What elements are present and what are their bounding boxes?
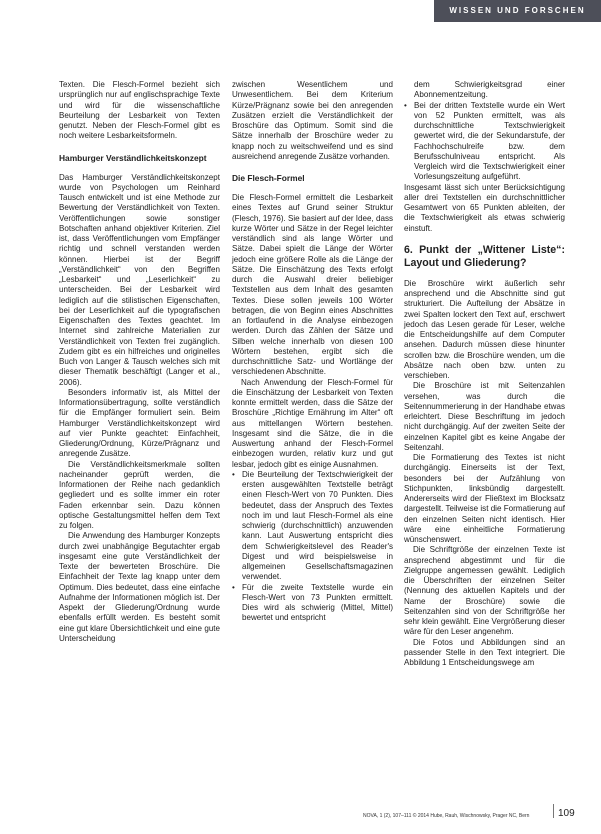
bullet-item: • Die Beurteilung der Textschwierigkeit der ersten ausgewählten Textstelle beträgt einen Flesch-Wert von 70 Punkten. Dies bedeutet, dass der Anspruch des Textes noch im und laut Flesch-Formel als eine schwierig (durchschnittlich) anzuwenden kann. Laut Auswertung entspricht dies dem Schwierigkeitslevel des Reader's Digest und wird beispielsweise in allgemeinen Gesellschaftsmagazinen verwendet. [232, 470, 393, 583]
paragraph: Nach Anwendung der Flesch-Formel für die Einschätzung der Lesbarkeit von Texten konnte ermittelt werden, dass die Sätze der Broschüre „Richtige Ernährung im Alter“ oft aus mittellangen Wörtern bestehen. Insgesamt sind die Sätze, die in die Auswertung anhand der Flesch-Formel einbezogen wurden, relativ kurz und gut lesbar, jedoch gibt es einige Ausnahmen. [232, 377, 393, 469]
paragraph: Besonders informativ ist, als Mittel der Informationsübertragung, sollte verständlich für die Empfänger formuliert sein. Beim Hamburger Verständlichkeitskonzept wird auf vier Punkte geachtet: Einfachheit, Gliederung/Ordnung, Kürze/Prägnanz und anregende Zusätze. [59, 387, 220, 459]
paragraph: Insgesamt lässt sich unter Berücksichtigung aller drei Textstellen ein durchschnittlicher Gesamtwert von 65 Punkten ableiten, der die Textschwierigkeit als etwas schwierig einstuft. [404, 182, 565, 233]
section-heading: Die Flesch-Formel [232, 173, 305, 183]
paragraph: Die Formatierung des Textes ist nicht durchgängig. Einerseits ist der Text, besonders bei der Aufzählung von Stichpunkten, linksbündig dargestellt. Andererseits wird der Fließtext im Blocksatz dargestellt. Teilweise ist die Formatierung auf den einzelnen Seiten nicht identisch. Hier wäre eine einheitliche Formatierung wünschenswert. [404, 453, 565, 544]
paragraph: Die Verständlichkeitsmerkmale sollten nacheinander geprüft werden, die Informationen der Reihe nach gedanklich gegliedert und es sollte immer ein roter Faden erkennbar sein. Dazu können optische Gestaltungsmittel helfen dem Text zu folgen. [59, 459, 220, 530]
footer-divider [553, 804, 554, 818]
paragraph: Die Broschüre wirkt äußerlich sehr ansprechend und die Abschnitte sind gut strukturiert. Die Aufteilung der Absätze in zwei Spalten lockert den Text auf, erschwert jedoch das Lesen gerade für Leser, welche die Entscheidungshilfe auf dem Computer ansehen. Dadurch müssen diese hinunter scrollen bzw. die Broschüre wenden, um die Absätze nach oben bzw. unten zu verschieben. [404, 278, 565, 380]
paragraph: Texten. Die Flesch-Formel bezieht sich ursprünglich nur auf englischsprachige Texte und wird für die wissenschaftliche Beurteilung der Lesbarkeit von Texten genutzt. Neben der Flesch-Formel gibt es noch weitere Lesbarkeitsformeln. [59, 80, 220, 141]
paragraph: zwischen Wesentlichem und Unwesentlichem. Bei dem Kriterium Kürze/Prägnanz sowie bei den anregenden Zusätzen erzielt die Verständlichkeit der Broschüre das Optimum. Somit sind die Sätze innerhalb der Broschüre weder zu knapp noch zu weitschweifend und es sind ausreichend anregende Zusätze vorhanden. [232, 80, 393, 161]
section-rubric: WISSEN UND FORSCHEN [434, 0, 601, 22]
paragraph: Die Anwendung des Hamburger Konzepts durch zwei unabhängige Begutachter ergab insgesamt eine gute Verständlichkeit der Texte der bewerteten Broschüre. Die Einfachheit der Texte lag knapp unter dem Optimum. Dies bedeutet, dass eine einfache Aufnahme der Informationen möglich ist. Der Aspekt der Gliederung/Ordnung wurde ebenfalls erfüllt werden. Es besteht somit eine gut klare Übersichtlichkeit und eine gute Unterscheidung [59, 531, 220, 643]
paragraph: Die Schriftgröße der einzelnen Texte ist ansprechend abgestimmt und für die Zielgruppe angemessen gewählt. Lediglich die Überschriften der einzelnen Seiter (Nennung des aktuellen Kapitels und der Name der Broschüre) sowie die Seitenzahlen sind von der Schriftgröße her sehr klein gewählt. Eine Vergrößerung dieser wäre für den Leser angenehm. [404, 545, 565, 637]
section-heading: 6. Punkt der „Wittener Liste“: Layout und Gliederung? [404, 243, 565, 269]
bullet-item: • Für die zweite Textstelle wurde ein Flesch-Wert von 73 Punkten ermittelt. Dies wird als schwierig (Mittel, Mittel) bewertet und entspricht [232, 583, 393, 624]
paragraph: Die Fotos und Abbildungen sind an passender Stelle in den Text integriert. Die Abbildung 1 Entscheidungswege am [404, 637, 565, 667]
page-number: 109 [558, 808, 575, 819]
paragraph: dem Schwierigkeitsgrad einer Abonnementzeitung. [414, 80, 565, 100]
column-3 [404, 80, 565, 668]
section-heading: Hamburger Verständlichkeitskonzept [59, 152, 207, 163]
footer-citation: NOVA, 1 (2), 107–111 © 2014 Hube, Rauh, Wischnowsky, Prager NC, Bern [363, 813, 530, 819]
column-1 [59, 80, 220, 644]
paragraph: Das Hamburger Verständlichkeitskonzept wurde von Psychologen um Reinhard Tausch entwickelt und ist eine Methode zur Bewertung der Verständlichkeit von Texten. Veröffentlichungen sowie sonstiger Botschaften anhand objektiver Kriterien. Ziel ist, dass Veröffentlichungen vom Empfänger richtig und schnell verstanden werden können. Hierbei ist der Begriff „Verständlichkeit“ von den Begriffen „Lesbarkeit“ und „Leserlichkeit“ zu unterscheiden. Bei der Lesbarkeit wird lediglich auf die stilistischen Eigenschaften, bei der Leserlichkeit auf die typografischen Eigenschaften des Textes geachtet. Im Internet sind zahlreiche Materialien zur Verständlichkeit von Texten frei zugänglich. Zudem gibt es ein hilfreiches und originelles Buch von Langer & Tausch welches sich mit dieser Thematik beschäftigt (Langer et al., 2006). [59, 172, 220, 387]
bullet-item: • Bei der dritten Textstelle wurde ein Wert von 52 Punkten ermittelt, was als durchschnittliche Textschwierigkeit gewertet wird, die der Sekundarstufe, der Fachhochschulreife bzw. dem Berufsschulniveau entspricht. Als Vergleich wird die Textschwierigkeit einer Vorlesungszeitung aufgeführt. [404, 101, 565, 183]
paragraph: Die Flesch-Formel ermittelt die Lesbarkeit eines Textes auf Grund seiner Struktur (Flesch, 1976). Sie basiert auf der Idee, dass kurze Wörter und Sätze in der Regel leichter verständlich sind als lange Wörter und Sätze. Dabei spielt die Länge der Wörter jedoch eine größere Rolle als die Länge der Sätze. Die Einschätzung des Texts erfolgt durch die Auswahl dreier beliebiger Textstellen aus dem Inhalt des gesamten Textes. Diese sollen jeweils 100 Wörter betragen, die von Beginn eines Abschnittes an fortlaufend in die Analyse einbezogen werden. Durch das Zählen der Sätze und Silben welche innerhalb von diesen 100 Wörtern bestehen, ergibt sich die durchschnittliche Satz- und Wortlänge der verschiedenen Abschnitte. [232, 193, 393, 377]
column-2 [232, 80, 393, 624]
paragraph: Die Broschüre ist mit Seitenzahlen versehen, was durch die Seitennummerierung in der Handhabe etwas erleichtert. Diese Beschriftung im jedoch nicht durchgängig. Auf der zweiten Seite der einzelnen Kapitel gibt es keine Angabe der Seitenzahl. [404, 381, 565, 452]
